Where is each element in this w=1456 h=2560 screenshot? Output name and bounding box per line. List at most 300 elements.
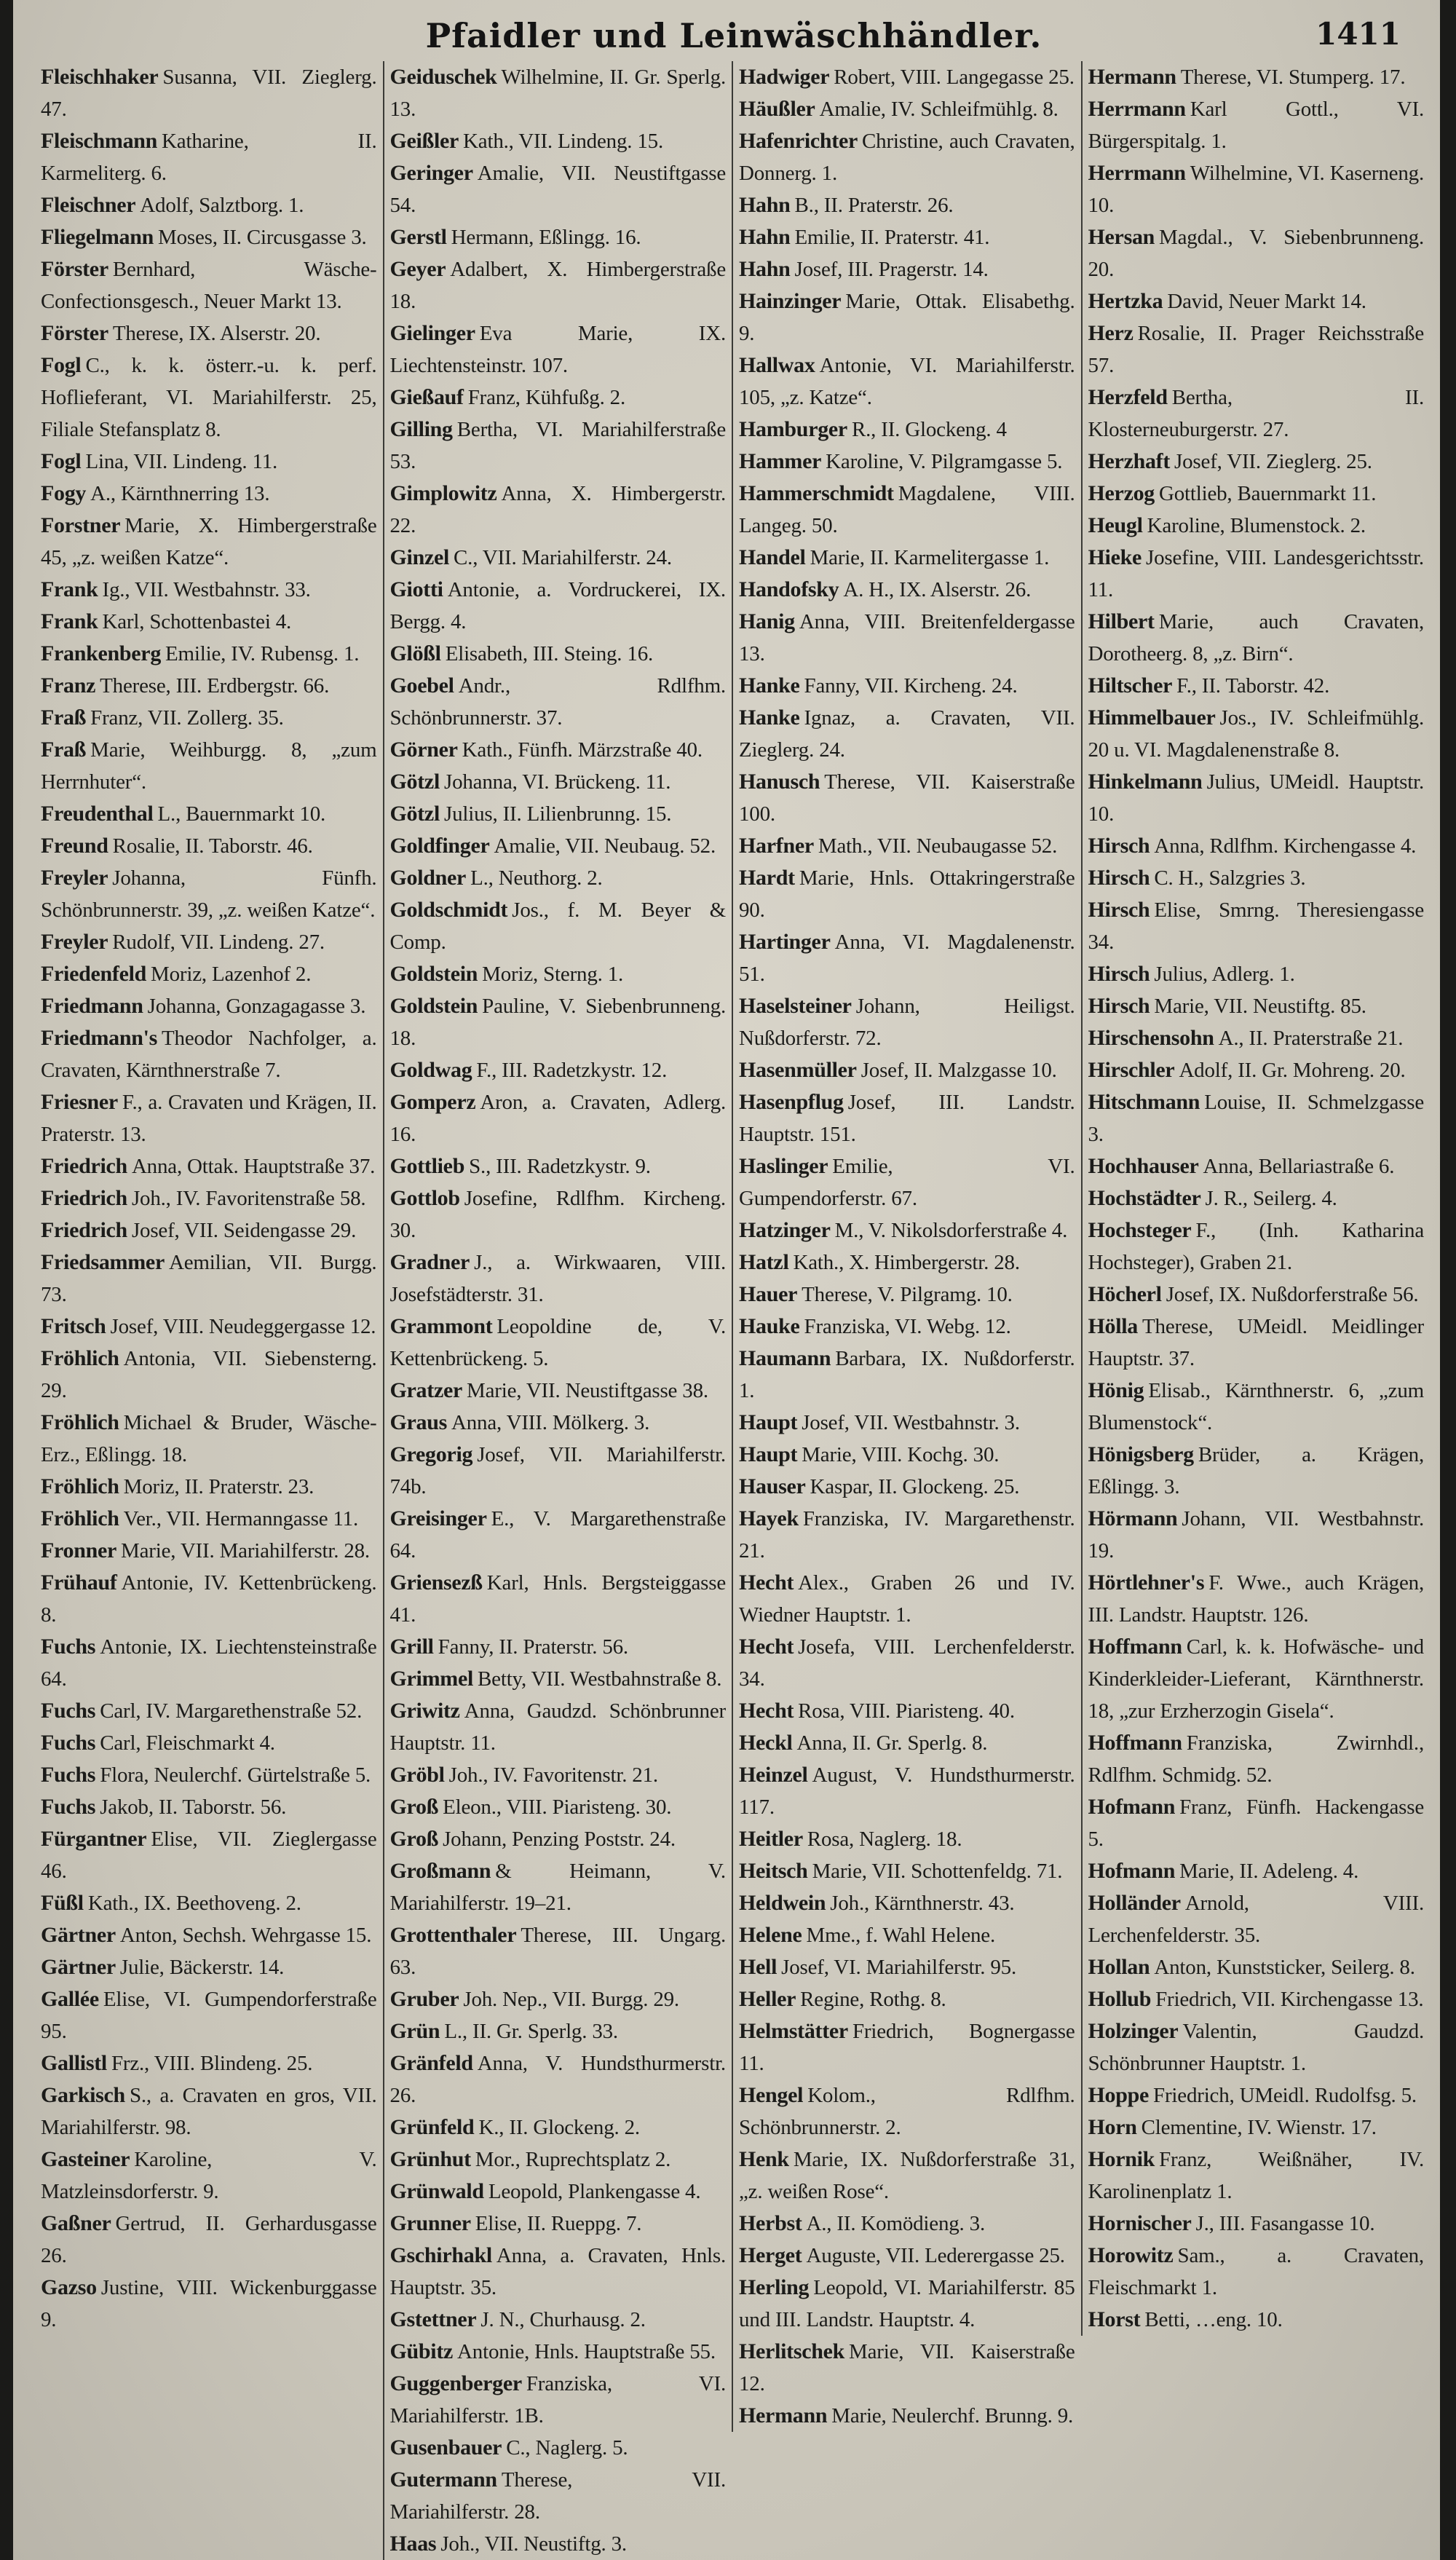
directory-entry [390, 2368, 727, 2432]
directory-entry [739, 1855, 1075, 1887]
entry-name: Geyer [389, 257, 446, 281]
entry-name: Harfner [739, 834, 814, 858]
entry-name: Görner [389, 738, 458, 762]
entry-details: Anna, II. Gr. Sperlg. 8. [796, 1731, 988, 1755]
entry-details: Ignaz, a. Cravaten, VII. Zieglerg. 24. [739, 706, 1075, 762]
entry-details: Alex., Graben 26 und IV. Wiedner Hauptstr. 1. [739, 1571, 1075, 1627]
entry-details: Marie, VII. Schottenfeldg. 71. [812, 1860, 1063, 1883]
entry-name: Grünfeld [389, 2115, 475, 2139]
entry-name: Goldner [389, 866, 467, 890]
directory-entry [41, 702, 377, 734]
entry-details: Therese, IX. Alserstr. 20. [112, 322, 321, 345]
entry-details: David, Neuer Markt 14. [1167, 290, 1366, 313]
entry-name: Hermann [1088, 65, 1176, 89]
directory-entry [41, 1919, 377, 1951]
directory-entry [390, 1503, 727, 1567]
directory-entry [390, 990, 727, 1054]
directory-entry [41, 1823, 377, 1887]
entry-name: Gstettner [389, 2307, 477, 2331]
directory-entry [1088, 317, 1425, 382]
entry-name: Freund [41, 834, 108, 858]
entry-details: K., II. Glockeng. 2. [478, 2116, 640, 2139]
entry-details: Ver., VII. Hermanngasse 11. [123, 1507, 358, 1530]
entry-name: Freyler [41, 866, 108, 890]
directory-entry [390, 317, 727, 382]
entry-name: Hochstädter [1088, 1186, 1201, 1210]
entry-name: Fröhlich [41, 1506, 119, 1530]
entry-details: Franziska, VI. Webg. 12. [804, 1315, 1011, 1338]
entry-details: Kath., Fünfh. Märzstraße 40. [462, 738, 703, 762]
entry-name: Fleischhaker [41, 65, 159, 89]
entry-details: R., II. Glockeng. 4 [851, 418, 1007, 441]
entry-details: Bernhard, Wäsche-Confectionsgesch., Neuer Markt 13. [41, 258, 377, 313]
entry-details: Anna, Rdlfhm. Kirchengasse 4. [1154, 834, 1417, 858]
directory-entry [390, 221, 727, 253]
entry-details: Carl, IV. Margarethenstraße 52. [100, 1699, 363, 1723]
directory-entry [739, 1695, 1075, 1727]
entry-name: Frühauf [41, 1571, 117, 1595]
entry-details: Adolf, II. Gr. Mohreng. 20. [1179, 1059, 1406, 1082]
entry-name: Holländer [1088, 1891, 1181, 1915]
entry-details: Amalie, VII. Neustiftgasse 54. [389, 162, 726, 217]
entry-details: Josef, VII. Westbahnstr. 3. [802, 1411, 1020, 1434]
entry-details: C. H., Salzgries 3. [1154, 866, 1306, 890]
entry-name: Herz [1088, 321, 1133, 345]
directory-entry [41, 349, 377, 446]
entry-name: Hollub [1088, 1987, 1152, 2011]
entry-details: Emilie, II. Praterstr. 41. [794, 226, 990, 249]
directory-entry [41, 1022, 377, 1086]
directory-entry [739, 1054, 1075, 1086]
entry-details: Fanny, II. Praterstr. 56. [438, 1635, 628, 1659]
entry-details: Rosa, Naglerg. 18. [807, 1828, 962, 1851]
entry-name: Himmelbauer [1088, 706, 1216, 730]
directory-entry [390, 2304, 727, 2336]
entry-details: Kolom., Rdlfhm. Schönbrunnerstr. 2. [739, 2084, 1075, 2139]
entry-name: Haas [389, 2532, 437, 2556]
entry-details: Julius, II. Lilienbrunng. 15. [443, 802, 672, 826]
entry-details: Elise, II. Rueppg. 7. [475, 2212, 642, 2235]
entry-name: Friedmann's [41, 1026, 158, 1050]
directory-entry [739, 1150, 1075, 1214]
entry-name: Hahn [739, 257, 791, 281]
entry-details: Josef, VII. Seidengasse 29. [131, 1219, 357, 1242]
entry-details: Mme., f. Wahl Helene. [806, 1924, 996, 1947]
entry-name: Haupt [739, 1410, 798, 1434]
entry-name: Forstner [41, 513, 121, 537]
directory-entry [390, 478, 727, 542]
directory-entry [41, 2079, 377, 2144]
entry-name: Fuchs [41, 1763, 96, 1787]
entry-name: Haslinger [739, 1154, 828, 1178]
entry-details: Therese, V. Pilgramg. 10. [802, 1283, 1013, 1306]
entry-name: Heitsch [739, 1859, 808, 1883]
entry-details: Marie, VIII. Kochg. 30. [802, 1443, 1000, 1466]
entry-name: Hörtlehner's [1088, 1571, 1205, 1595]
directory-entry [41, 862, 377, 926]
entry-name: Hatzinger [739, 1218, 831, 1242]
directory-entry [390, 1663, 727, 1695]
entry-name: Hauser [739, 1474, 806, 1498]
directory-entry [739, 1471, 1075, 1503]
directory-entry [1088, 1054, 1425, 1086]
entry-details: Jos., IV. Schleifmühlg. 20 u. VI. Magdalenenstraße 8. [1088, 706, 1424, 762]
directory-entry [41, 1182, 377, 1214]
entry-details: Eva Marie, IX. Liechtensteinstr. 107. [389, 322, 726, 377]
entry-details: Rosalie, II. Prager Reichsstraße 57. [1088, 322, 1424, 377]
directory-entry [739, 349, 1075, 414]
entry-details: Jos., f. M. Beyer & Comp. [389, 898, 726, 954]
directory-entry [41, 2144, 377, 2208]
directory-entry [1088, 1791, 1425, 1855]
directory-entry [41, 1214, 377, 1247]
entry-details: Julie, Bäckerstr. 14. [119, 1956, 285, 1979]
entry-name: Hasenpflug [739, 1090, 844, 1114]
directory-entry [41, 734, 377, 798]
entry-name: Hartinger [739, 930, 831, 954]
entry-name: Hirschler [1088, 1058, 1175, 1082]
entry-details: Amalie, IV. Schleifmühlg. 8. [819, 98, 1059, 121]
entry-name: Friedenfeld [41, 962, 147, 986]
entry-details: Joh. Nep., VII. Burgg. 29. [463, 1988, 679, 2011]
directory-entry [390, 1919, 727, 1983]
directory-entry [390, 1407, 727, 1439]
entry-name: Heitler [739, 1827, 803, 1851]
entry-name: Hoffmann [1088, 1731, 1182, 1755]
entry-details: F., III. Radetzkystr. 12. [476, 1059, 668, 1082]
entry-name: Fliegelmann [41, 225, 154, 249]
directory-entry [1088, 1567, 1425, 1631]
entry-details: Josef, III. Landstr. Hauptstr. 151. [739, 1091, 1075, 1146]
entry-details: Anna, Gaudzd. Schönbrunner Hauptstr. 11. [389, 1699, 726, 1755]
entry-details: Elise, Smrng. Theresiengasse 34. [1088, 898, 1424, 954]
directory-entry [739, 862, 1075, 926]
entry-name: Fuchs [41, 1795, 96, 1819]
directory-entry [41, 798, 377, 830]
directory-entry [739, 1631, 1075, 1695]
entry-name: Hornischer [1088, 2211, 1192, 2235]
directory-entry [739, 2208, 1075, 2240]
directory-entry [41, 1407, 377, 1471]
entry-details: C., Naglerg. 5. [506, 2436, 628, 2460]
entry-details: Johanna, VI. Brückeng. 11. [443, 770, 671, 794]
entry-details: M., V. Nikolsdorferstraße 4. [834, 1219, 1068, 1242]
directory-column-1 [35, 61, 383, 2336]
directory-entry [1088, 478, 1425, 510]
directory-entry [390, 1182, 727, 1247]
entry-name: Garkisch [41, 2083, 125, 2107]
entry-details: Leopold, VI. Mariahilferstr. 85 und III. Landstr. Hauptstr. 4. [739, 2276, 1075, 2331]
entry-name: Griensezß [389, 1571, 483, 1595]
entry-name: Hardt [739, 866, 795, 890]
entry-name: Hochsteger [1088, 1218, 1192, 1242]
entry-name: Frank [41, 577, 98, 601]
entry-details: Flora, Neulerchf. Gürtelstraße 5. [100, 1763, 371, 1787]
directory-entry [1088, 766, 1425, 830]
entry-details: Lina, VII. Lindeng. 11. [85, 450, 278, 473]
directory-entry [739, 574, 1075, 606]
entry-name: Fogl [41, 449, 82, 473]
entry-details: Auguste, VII. Lederergasse 25. [806, 2244, 1065, 2267]
entry-details: Robert, VIII. Langegasse 25. [834, 66, 1075, 89]
directory-entry [390, 1054, 727, 1086]
directory-entry [739, 990, 1075, 1054]
entry-details: Anna, VI. Magdalenenstr. 51. [739, 931, 1075, 986]
entry-details: Michael & Bruder, Wäsche-Erz., Eßlingg. 18. [41, 1411, 377, 1466]
section-title: Pfaidler und Leinwäschhändler. [425, 16, 1042, 55]
entry-details: Johann, Heiligst. Nußdorferstr. 72. [739, 995, 1075, 1050]
entry-name: Gasteiner [41, 2147, 130, 2171]
entry-name: Horn [1088, 2115, 1137, 2139]
entry-name: Fürgantner [41, 1827, 147, 1851]
entry-name: Hirsch [1088, 866, 1150, 890]
entry-name: Hölla [1088, 1314, 1139, 1338]
entry-details: Marie, VII. Neustiftg. 85. [1154, 995, 1366, 1018]
directory-entry [41, 1503, 377, 1535]
entry-name: Hilbert [1088, 609, 1155, 633]
entry-details: Marie, II. Karmelitergasse 1. [810, 546, 1050, 569]
entry-details: Josef, VIII. Neudeggergasse 12. [110, 1315, 376, 1338]
entry-name: Hitschmann [1088, 1090, 1200, 1114]
entry-details: Johanna, Gonzagagasse 3. [147, 995, 366, 1018]
directory-entry [739, 414, 1075, 446]
entry-details: Therese, VI. Stumperg. 17. [1180, 66, 1406, 89]
entry-name: Heller [739, 1987, 796, 2011]
directory-entry [1088, 1887, 1425, 1951]
entry-name: Friedsammer [41, 1250, 165, 1274]
directory-entry [41, 1887, 377, 1919]
entry-details: & Heimann, V. Mariahilferstr. 19–21. [389, 1860, 726, 1915]
entry-name: Fuchs [41, 1731, 96, 1755]
entry-name: Heugl [1088, 513, 1143, 537]
entry-name: Friedrich [41, 1186, 127, 1210]
directory-entry [739, 2400, 1075, 2432]
entry-name: Heldwein [739, 1891, 826, 1915]
entry-details: Pauline, V. Siebenbrunneng. 18. [389, 995, 726, 1050]
directory-entry [390, 2528, 727, 2560]
entry-name: Hell [739, 1955, 778, 1979]
entry-details: Josefine, Rdlfhm. Kircheng. 30. [389, 1187, 726, 1242]
entry-details: Rudolf, VII. Lindeng. 27. [112, 931, 325, 954]
entry-details: Betty, VII. Westbahnstraße 8. [478, 1667, 722, 1691]
entry-name: Hatzl [739, 1250, 789, 1274]
entry-details: Fanny, VII. Kircheng. 24. [804, 674, 1018, 698]
directory-entry [390, 2336, 727, 2368]
entry-name: Gregorig [389, 1442, 473, 1466]
directory-entry [739, 253, 1075, 285]
directory-entry [41, 1086, 377, 1150]
entry-details: L., Bauernmarkt 10. [157, 802, 326, 826]
directory-entry [390, 1983, 727, 2015]
entry-details: Adalbert, X. Himbergerstraße 18. [389, 258, 726, 313]
entry-details: L., II. Gr. Sperlg. 33. [444, 2020, 618, 2043]
entry-details: Arnold, VIII. Lerchenfelderstr. 35. [1088, 1892, 1424, 1947]
directory-entry [739, 830, 1075, 862]
directory-entry [390, 125, 727, 157]
entry-name: Helmstätter [739, 2019, 848, 2043]
directory-entry [41, 1150, 377, 1182]
entry-details: J., a. Wirkwaaren, VIII. Josefstädterstr. 31. [389, 1251, 726, 1306]
entry-details: Therese, VII. Kaiserstraße 100. [739, 770, 1075, 826]
directory-entry [390, 1631, 727, 1663]
entry-name: Gränfeld [389, 2051, 473, 2075]
entry-details: Bertha, II. Klosterneuburgerstr. 27. [1088, 386, 1424, 441]
directory-entry [41, 670, 377, 702]
directory-entry [739, 1503, 1075, 1567]
directory-entry [41, 1343, 377, 1407]
directory-entry [390, 670, 727, 734]
entry-name: Gottlieb [389, 1154, 465, 1178]
entry-details: Theodor Nachfolger, a. Cravaten, Kärnthnerstraße 7. [41, 1027, 377, 1082]
directory-entry [739, 2240, 1075, 2272]
entry-details: Andr., Rdlfhm. Schönbrunnerstr. 37. [389, 674, 726, 730]
directory-entry [1088, 1727, 1425, 1791]
directory-entry [41, 221, 377, 253]
entry-details: Anna, Ottak. Hauptstraße 37. [131, 1155, 376, 1178]
directory-entry [41, 1791, 377, 1823]
entry-details: Magdalene, VIII. Langeg. 50. [739, 482, 1075, 537]
entry-details: Antonie, Hnls. Hauptstraße 55. [457, 2340, 716, 2363]
entry-name: Hochhauser [1088, 1154, 1199, 1178]
entry-details: Magdal., V. Siebenbrunneng. 20. [1088, 226, 1424, 281]
entry-name: Hofmann [1088, 1795, 1176, 1819]
directory-entry [739, 1439, 1075, 1471]
directory-entry [739, 606, 1075, 670]
entry-details: Louise, II. Schmelzgasse 3. [1088, 1091, 1424, 1146]
entry-name: Hönigsberg [1088, 1442, 1194, 1466]
directory-entry [1088, 542, 1425, 606]
entry-name: Haupt [739, 1442, 798, 1466]
directory-entry [739, 670, 1075, 702]
directory-entry [739, 446, 1075, 478]
entry-details: Kath., VII. Lindeng. 15. [463, 130, 663, 153]
directory-entry [1088, 1182, 1425, 1214]
entry-details: F., a. Cravaten und Krägen, II. Praterstr. 13. [41, 1091, 377, 1146]
entry-details: Marie, VII. Kaiserstraße 12. [739, 2340, 1075, 2395]
directory-entry [41, 958, 377, 990]
entry-name: Fraß [41, 738, 87, 762]
entry-details: S., a. Cravaten en gros, VII. Mariahilferstr. 98. [41, 2084, 377, 2139]
entry-name: Hahn [739, 225, 791, 249]
directory-entry [739, 2079, 1075, 2144]
directory-entry [1088, 1951, 1425, 1983]
directory-entry [41, 478, 377, 510]
entry-name: Hörmann [1088, 1506, 1178, 1530]
directory-entry [739, 2272, 1075, 2336]
entry-name: Goebel [389, 673, 454, 698]
directory-entry [390, 766, 727, 798]
entry-details: Anton, Sechsh. Wehrgasse 15. [119, 1924, 372, 1947]
directory-entry [41, 446, 377, 478]
entry-name: Gschirhakl [389, 2243, 492, 2267]
directory-entry [1088, 1983, 1425, 2015]
entry-name: Fritsch [41, 1314, 106, 1338]
directory-entry [739, 1214, 1075, 1247]
entry-name: Friedmann [41, 994, 143, 1018]
entry-name: Gruber [389, 1987, 459, 2011]
entry-name: Gießauf [389, 385, 464, 409]
entry-details: Valentin, Gaudzd. Schönbrunner Hauptstr. 1. [1088, 2020, 1424, 2075]
directory-entry [1088, 702, 1425, 766]
entry-details: Frz., VIII. Blindeng. 25. [111, 2052, 313, 2075]
entry-details: Sam., a. Cravaten, Fleischmarkt 1. [1088, 2244, 1424, 2299]
entry-name: Franz [41, 673, 96, 698]
entry-name: Gilling [389, 417, 453, 441]
entry-name: Glößl [389, 641, 441, 665]
directory-entry [41, 1535, 377, 1567]
entry-name: Gimplowitz [389, 481, 497, 505]
directory-entry [390, 253, 727, 317]
entry-details: Rosa, VIII. Piaristeng. 40. [798, 1699, 1015, 1723]
entry-name: Grill [389, 1635, 434, 1659]
entry-details: Clementine, IV. Wienstr. 17. [1141, 2116, 1377, 2139]
entry-name: Handel [739, 545, 806, 569]
entry-name: Grunner [389, 2211, 471, 2235]
entry-name: Fogl [41, 353, 82, 377]
directory-entry [1088, 2111, 1425, 2144]
directory-entry [739, 1279, 1075, 1311]
entry-details: Karl, Hnls. Bergsteiggasse 41. [389, 1571, 726, 1627]
entry-name: Gübitz [389, 2339, 454, 2363]
entry-name: Hinkelmann [1088, 770, 1203, 794]
directory-entry [41, 1247, 377, 1311]
entry-name: Gielinger [389, 321, 475, 345]
entry-details: Josef, VII. Mariahilferstr. 74b. [389, 1443, 726, 1498]
directory-entry [390, 1567, 727, 1631]
entry-details: Wilhelmine, II. Gr. Sperlg. 13. [389, 66, 726, 121]
entry-details: Eleon., VIII. Piaristeng. 30. [443, 1795, 672, 1819]
entry-name: Förster [41, 257, 108, 281]
entry-name: Füßl [41, 1891, 84, 1915]
entry-details: Marie, Weihburgg. 8, „zum Herrnhuter“. [41, 738, 377, 794]
directory-entry [739, 1086, 1075, 1150]
entry-name: Hecht [739, 1571, 794, 1595]
directory-entry [390, 1439, 727, 1503]
directory-entry [41, 1631, 377, 1695]
entry-details: J. N., Churhausg. 2. [480, 2308, 646, 2331]
entry-details: Amalie, VII. Neubaug. 52. [494, 834, 716, 858]
directory-entry [1088, 2208, 1425, 2240]
directory-entry [1088, 1086, 1425, 1150]
directory-entry [390, 414, 727, 478]
entry-details: Carl, k. k. Hofwäsche- und Kinderkleider-Lieferant, Kärnthnerstr. 18, „zur Erzherzogin Gisela“. [1088, 1635, 1424, 1723]
directory-entry [390, 958, 727, 990]
entry-name: Hirsch [1088, 834, 1150, 858]
entry-name: Fröhlich [41, 1474, 119, 1498]
entry-details: Therese, III. Erdbergstr. 66. [100, 674, 330, 698]
directory-entry [390, 798, 727, 830]
directory-entry [41, 125, 377, 189]
directory-entry [41, 1567, 377, 1631]
entry-details: Franziska, Zwirnhdl., Rdlfhm. Schmidg. 52. [1088, 1731, 1424, 1787]
entry-name: Grünwald [389, 2179, 484, 2203]
entry-details: Johann, VII. Westbahnstr. 19. [1088, 1507, 1424, 1563]
entry-name: Hasenmüller [739, 1058, 857, 1082]
entry-details: Marie, Hnls. Ottakringerstraße 90. [739, 866, 1075, 922]
directory-entry [1088, 221, 1425, 285]
directory-entry [1088, 1311, 1425, 1375]
entry-details: Josefa, VIII. Lerchenfelderstr. 34. [739, 1635, 1075, 1691]
entry-name: Griwitz [389, 1699, 460, 1723]
entry-details: Kaspar, II. Glockeng. 25. [810, 1475, 1020, 1498]
directory-entry [390, 1855, 727, 1919]
directory-entry [1088, 1022, 1425, 1054]
entry-details: Antonia, VII. Siebensterng. 29. [41, 1347, 377, 1402]
entry-details: Therese, UMeidl. Meidlinger Hauptstr. 37. [1088, 1315, 1424, 1370]
directory-entry [41, 990, 377, 1022]
entry-details: A., II. Komödieng. 3. [806, 2212, 986, 2235]
entry-details: Karoline, V. Matzleinsdorferstr. 9. [41, 2148, 377, 2203]
